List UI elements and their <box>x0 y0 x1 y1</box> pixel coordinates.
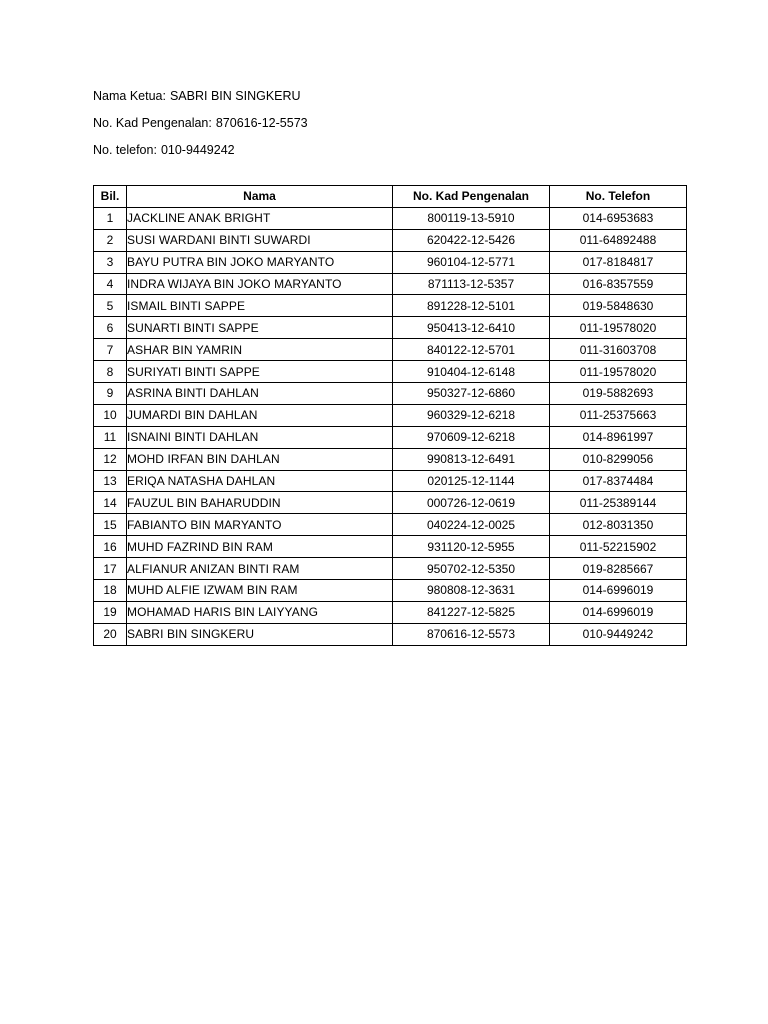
members-table <box>93 185 687 646</box>
member-phone: 016-8357559 <box>550 273 687 295</box>
member-phone: 014-6953683 <box>550 207 687 229</box>
column-header-ic: No. Kad Pengenalan <box>393 186 550 208</box>
row-number: 1 <box>94 207 127 229</box>
member-ic: 840122-12-5701 <box>393 339 550 361</box>
member-name: BAYU PUTRA BIN JOKO MARYANTO <box>127 251 393 273</box>
member-phone: 011-52215902 <box>550 536 687 558</box>
row-number: 13 <box>94 470 127 492</box>
table-row <box>94 536 687 558</box>
member-phone: 019-5848630 <box>550 295 687 317</box>
table-row <box>94 361 687 383</box>
member-phone: 017-8184817 <box>550 251 687 273</box>
table-row <box>94 492 687 514</box>
member-ic: 620422-12-5426 <box>393 229 550 251</box>
member-name: MUHD ALFIE IZWAM BIN RAM <box>127 580 393 602</box>
table-row <box>94 580 687 602</box>
row-number: 10 <box>94 404 127 426</box>
member-name: SURIYATI BINTI SAPPE <box>127 361 393 383</box>
leader-name-value: SABRI BIN SINGKERU <box>169 89 301 103</box>
member-ic: 990813-12-6491 <box>393 448 550 470</box>
member-name: INDRA WIJAYA BIN JOKO MARYANTO <box>127 273 393 295</box>
member-phone: 011-31603708 <box>550 339 687 361</box>
row-number: 7 <box>94 339 127 361</box>
member-ic: 020125-12-1144 <box>393 470 550 492</box>
row-number: 19 <box>94 601 127 623</box>
member-name: ASRINA BINTI DAHLAN <box>127 383 393 405</box>
leader-phone-label: No. telefon: <box>93 143 157 157</box>
table-row <box>94 514 687 536</box>
member-name: MOHAMAD HARIS BIN LAIYYANG <box>127 601 393 623</box>
column-header-bil: Bil. <box>94 186 127 208</box>
member-name: MUHD FAZRIND BIN RAM <box>127 536 393 558</box>
row-number: 11 <box>94 426 127 448</box>
table-row <box>94 383 687 405</box>
member-phone: 011-25375663 <box>550 404 687 426</box>
member-ic: 870616-12-5573 <box>393 623 550 645</box>
leader-ic-line <box>93 115 308 131</box>
member-ic: 891228-12-5101 <box>393 295 550 317</box>
member-ic: 800119-13-5910 <box>393 207 550 229</box>
member-phone: 014-8961997 <box>550 426 687 448</box>
member-ic: 950702-12-5350 <box>393 558 550 580</box>
table-row <box>94 448 687 470</box>
member-ic: 000726-12-0619 <box>393 492 550 514</box>
table-row <box>94 470 687 492</box>
column-header-nama: Nama <box>127 186 393 208</box>
member-name: FABIANTO BIN MARYANTO <box>127 514 393 536</box>
leader-phone-line <box>93 142 235 158</box>
leader-name-label: Nama Ketua: <box>93 89 166 103</box>
member-name: ERIQA NATASHA DAHLAN <box>127 470 393 492</box>
member-name: FAUZUL BIN BAHARUDDIN <box>127 492 393 514</box>
member-ic: 931120-12-5955 <box>393 536 550 558</box>
member-ic: 871113-12-5357 <box>393 273 550 295</box>
member-ic: 910404-12-6148 <box>393 361 550 383</box>
member-phone: 019-8285667 <box>550 558 687 580</box>
member-ic: 950327-12-6860 <box>393 383 550 405</box>
table-row <box>94 229 687 251</box>
leader-ic-value: 870616-12-5573 <box>215 116 308 130</box>
member-phone: 012-8031350 <box>550 514 687 536</box>
row-number: 15 <box>94 514 127 536</box>
row-number: 4 <box>94 273 127 295</box>
member-phone: 011-19578020 <box>550 361 687 383</box>
row-number: 5 <box>94 295 127 317</box>
member-phone: 010-8299056 <box>550 448 687 470</box>
member-name: ALFIANUR ANIZAN BINTI RAM <box>127 558 393 580</box>
member-name: JUMARDI BIN DAHLAN <box>127 404 393 426</box>
table-row <box>94 623 687 645</box>
leader-name-line <box>93 88 301 104</box>
member-ic: 980808-12-3631 <box>393 580 550 602</box>
row-number: 18 <box>94 580 127 602</box>
member-phone: 011-25389144 <box>550 492 687 514</box>
table-row <box>94 295 687 317</box>
table-row <box>94 207 687 229</box>
row-number: 20 <box>94 623 127 645</box>
table-row <box>94 426 687 448</box>
row-number: 8 <box>94 361 127 383</box>
member-ic: 960104-12-5771 <box>393 251 550 273</box>
row-number: 12 <box>94 448 127 470</box>
member-ic: 950413-12-6410 <box>393 317 550 339</box>
member-name: ISNAINI BINTI DAHLAN <box>127 426 393 448</box>
member-phone: 014-6996019 <box>550 580 687 602</box>
member-phone: 019-5882693 <box>550 383 687 405</box>
member-ic: 960329-12-6218 <box>393 404 550 426</box>
member-name: SUNARTI BINTI SAPPE <box>127 317 393 339</box>
member-ic: 970609-12-6218 <box>393 426 550 448</box>
member-name: JACKLINE ANAK BRIGHT <box>127 207 393 229</box>
member-phone: 011-19578020 <box>550 317 687 339</box>
table-row <box>94 558 687 580</box>
table-row <box>94 273 687 295</box>
column-header-telefon: No. Telefon <box>550 186 687 208</box>
row-number: 9 <box>94 383 127 405</box>
leader-phone-value: 010-9449242 <box>160 143 235 157</box>
member-ic: 841227-12-5825 <box>393 601 550 623</box>
member-name: SUSI WARDANI BINTI SUWARDI <box>127 229 393 251</box>
member-name: MOHD IRFAN BIN DAHLAN <box>127 448 393 470</box>
table-row <box>94 317 687 339</box>
leader-ic-label: No. Kad Pengenalan: <box>93 116 212 130</box>
member-ic: 040224-12-0025 <box>393 514 550 536</box>
member-phone: 011-64892488 <box>550 229 687 251</box>
member-name: ISMAIL BINTI SAPPE <box>127 295 393 317</box>
row-number: 2 <box>94 229 127 251</box>
row-number: 17 <box>94 558 127 580</box>
table-row <box>94 404 687 426</box>
table-row <box>94 251 687 273</box>
member-name: SABRI BIN SINGKERU <box>127 623 393 645</box>
member-phone: 010-9449242 <box>550 623 687 645</box>
row-number: 6 <box>94 317 127 339</box>
row-number: 16 <box>94 536 127 558</box>
member-phone: 017-8374484 <box>550 470 687 492</box>
table-header-row <box>94 186 687 208</box>
member-name: ASHAR BIN YAMRIN <box>127 339 393 361</box>
row-number: 3 <box>94 251 127 273</box>
row-number: 14 <box>94 492 127 514</box>
table-row <box>94 339 687 361</box>
member-phone: 014-6996019 <box>550 601 687 623</box>
table-row <box>94 601 687 623</box>
